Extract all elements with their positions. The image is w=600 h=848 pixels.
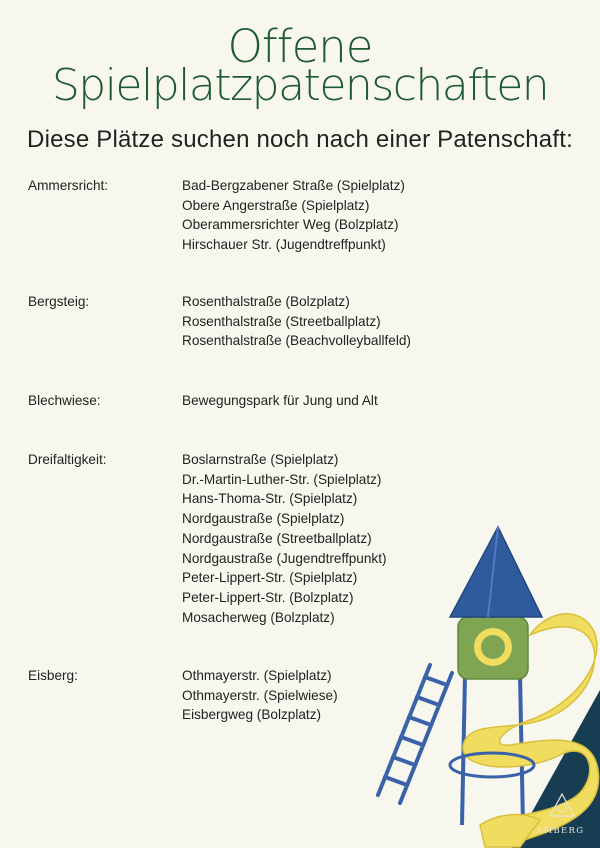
place-item: Rosenthalstraße (Bolzplatz): [182, 294, 350, 309]
place-item: Peter-Lippert-Str. (Spielplatz): [182, 570, 358, 586]
place-item: Nordgaustraße (Spielplatz): [182, 511, 345, 527]
district-label: Blechwiese:: [28, 393, 101, 408]
place-item: Othmayerstr. (Spielplatz): [182, 668, 332, 683]
place-item: Nordgaustraße (Streetballplatz): [182, 530, 372, 546]
place-item: Nordgaustraße (Jugendtreffpunkt): [182, 550, 387, 566]
place-item: Oberammersrichter Weg (Bolzplatz): [182, 217, 399, 233]
subtitle: Diese Plätze suchen noch nach einer Patenschaft:: [27, 126, 573, 153]
place-item: Boslarnstraße (Spielplatz): [182, 452, 339, 467]
place-item: Eisbergweg (Bolzplatz): [182, 707, 322, 723]
amberg-logo-icon: [548, 792, 576, 820]
place-item: Hirschauer Str. (Jugendtreffpunkt): [182, 237, 386, 253]
place-item: Rosenthalstraße (Beachvolleyballfeld): [182, 333, 411, 349]
place-item: Bewegungspark für Jung und Alt: [182, 393, 378, 408]
place-item: Mosacherweg (Bolzplatz): [182, 609, 335, 625]
place-item: Peter-Lippert-Str. (Bolzplatz): [182, 589, 354, 605]
district-label: Bergsteig:: [28, 294, 90, 309]
brand-name: AMBERG: [536, 826, 585, 836]
place-item: Othmayerstr. (Spielwiese): [182, 687, 338, 703]
place-item: Obere Angerstraße (Spielplatz): [182, 197, 370, 213]
district-label: Eisberg:: [28, 668, 78, 683]
place-item: Hans-Thoma-Str. (Spielplatz): [182, 491, 358, 507]
place-item: Dr.-Martin-Luther-Str. (Spielplatz): [182, 471, 382, 487]
place-item: Bad-Bergzabener Straße (Spielplatz): [182, 178, 405, 193]
district-label: Dreifaltigkeit:: [28, 452, 107, 467]
title-line-2: Spielplatzpatenschaften: [51, 60, 549, 111]
title-line-1: Offene: [227, 20, 373, 73]
place-item: Rosenthalstraße (Streetballplatz): [182, 313, 381, 329]
district-label: Ammersricht:: [28, 178, 109, 193]
